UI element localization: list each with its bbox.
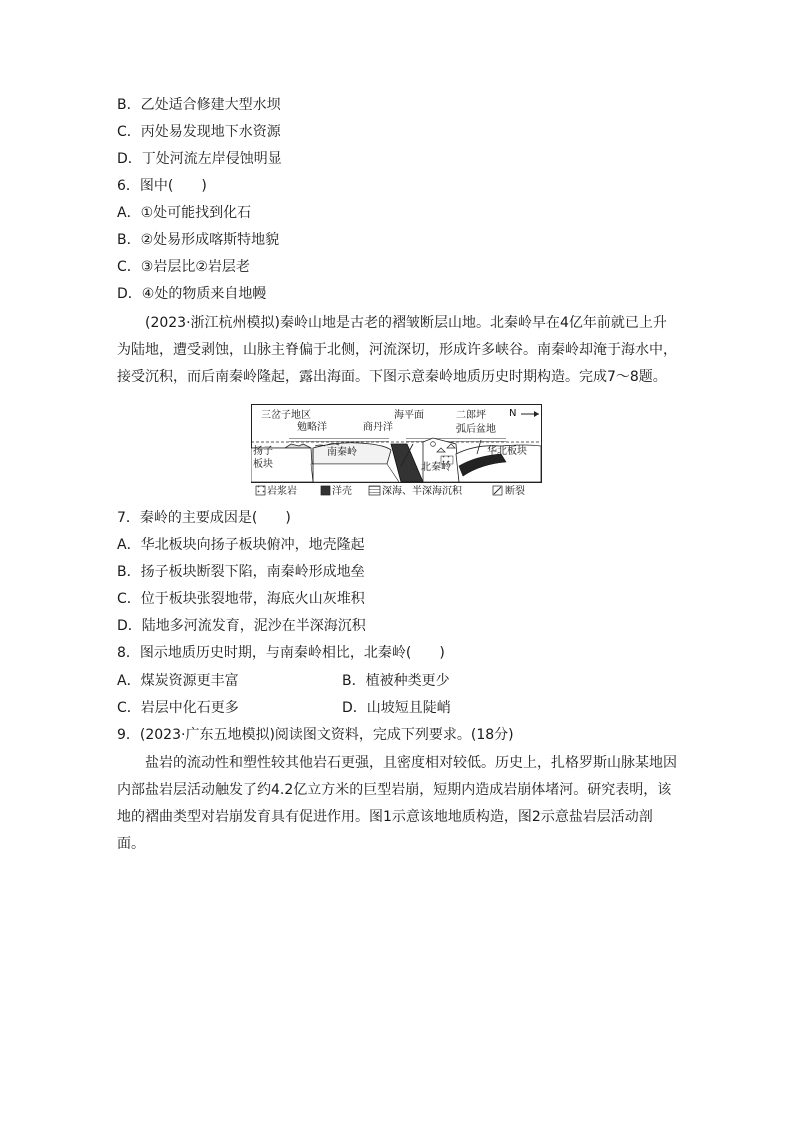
- label-basin: 弧后盆地: [456, 424, 496, 435]
- legend-crust-swatch: [321, 486, 330, 495]
- q8-option-d: D．山坡短且陡峭: [342, 700, 451, 716]
- q6-option-a: A．①处可能找到化石: [117, 205, 252, 221]
- label-yangzi-2: 板块: [253, 459, 273, 470]
- q7-option-d: D．陆地多河流发育，泥沙在半深海沉积: [117, 618, 366, 634]
- passage-qinling: (2023·浙江杭州模拟)秦岭山地是古老的褶皱断层山地。北秦岭早在4亿年前就已上升为陆地，遭受剥蚀，山脉主脊偏于北侧，河流深切，形成许多峡谷。南秦岭却淹于海水中，接受沉积，而后南秦岭隆起，露出海面。下图示意秦岭地质历史时期构造。完成7～8题。: [117, 315, 677, 385]
- label-north: N: [509, 408, 517, 419]
- q6-option-d: D．④处的物质来自地幔: [117, 286, 267, 302]
- label-beiqinling: 北秦岭: [421, 462, 451, 473]
- q7-option-c: C．位于板块张裂地带，海底火山灰堆积: [117, 591, 365, 607]
- q8-option-a: A．煤炭资源更丰富: [117, 673, 239, 689]
- q7-option-a: A．华北板块向扬子板块俯冲，地壳隆起: [117, 537, 365, 553]
- legend-magma-swatch: [256, 486, 265, 495]
- q8-options-row-1: [117, 671, 677, 691]
- q5-option-c: C．丙处易发现地下水资源: [117, 124, 281, 140]
- legend-crust: 洋壳: [332, 486, 352, 497]
- legend-sediment-swatch: [369, 486, 380, 495]
- q5-option-d: D．丁处河流左岸侵蚀明显: [117, 151, 282, 167]
- q6-stem: 6．图中( ): [117, 178, 207, 194]
- label-shangdan: 商丹洋: [363, 422, 393, 433]
- q7-option-b: B．扬子板块断裂下陷，南秦岭形成地垒: [117, 564, 365, 580]
- label-sanchazi: 三岔子地区: [261, 410, 311, 421]
- label-yangzi-1: 扬子: [253, 446, 273, 457]
- label-huabei: 华北板块: [487, 446, 527, 457]
- label-erlangping: 二郎坪: [456, 410, 486, 421]
- qinling-geology-diagram: [251, 404, 543, 498]
- q9-stem: 9．(2023·广东五地模拟)阅读图文资料，完成下列要求。(18分): [117, 727, 514, 743]
- legend-sediment: 深海、半深海沉积: [382, 486, 462, 497]
- q5-option-b: B．乙处适合修建大型水坝: [117, 97, 281, 113]
- qinling-geology-figure: [251, 404, 543, 498]
- legend-fault: 断裂: [505, 486, 525, 497]
- q7-stem: 7．秦岭的主要成因是( ): [117, 510, 291, 526]
- q8-stem: 8．图示地质历史时期，与南秦岭相比，北秦岭( ): [117, 645, 445, 661]
- label-nanqinling: 南秦岭: [327, 447, 357, 458]
- label-sea-level: 海平面: [394, 410, 424, 421]
- q6-option-b: B．②处易形成喀斯特地貌: [117, 232, 280, 248]
- q9-passage: 盐岩的流动性和塑性较其他岩石更强，且密度相对较低。历史上，扎格罗斯山脉某地因内部盐岩层活动触发了约4.2亿立方米的巨型岩崩，短期内造成岩崩体堵河。研究表明，该地的褶曲类型对岩崩发育具有促进作用。图1示意该地地质构造，图2示意盐岩层活动剖面。: [117, 755, 677, 852]
- q6-option-c: C．③岩层比②岩层老: [117, 259, 250, 275]
- legend-magma: 岩浆岩: [267, 486, 297, 497]
- sediment-layer-north: [406, 438, 506, 444]
- q8-option-c: C．岩层中化石更多: [117, 700, 239, 716]
- label-mianlue: 勉略洋: [297, 422, 327, 433]
- q8-options-row-2: [117, 698, 677, 718]
- q8-option-b: B．植被种类更少: [342, 673, 450, 689]
